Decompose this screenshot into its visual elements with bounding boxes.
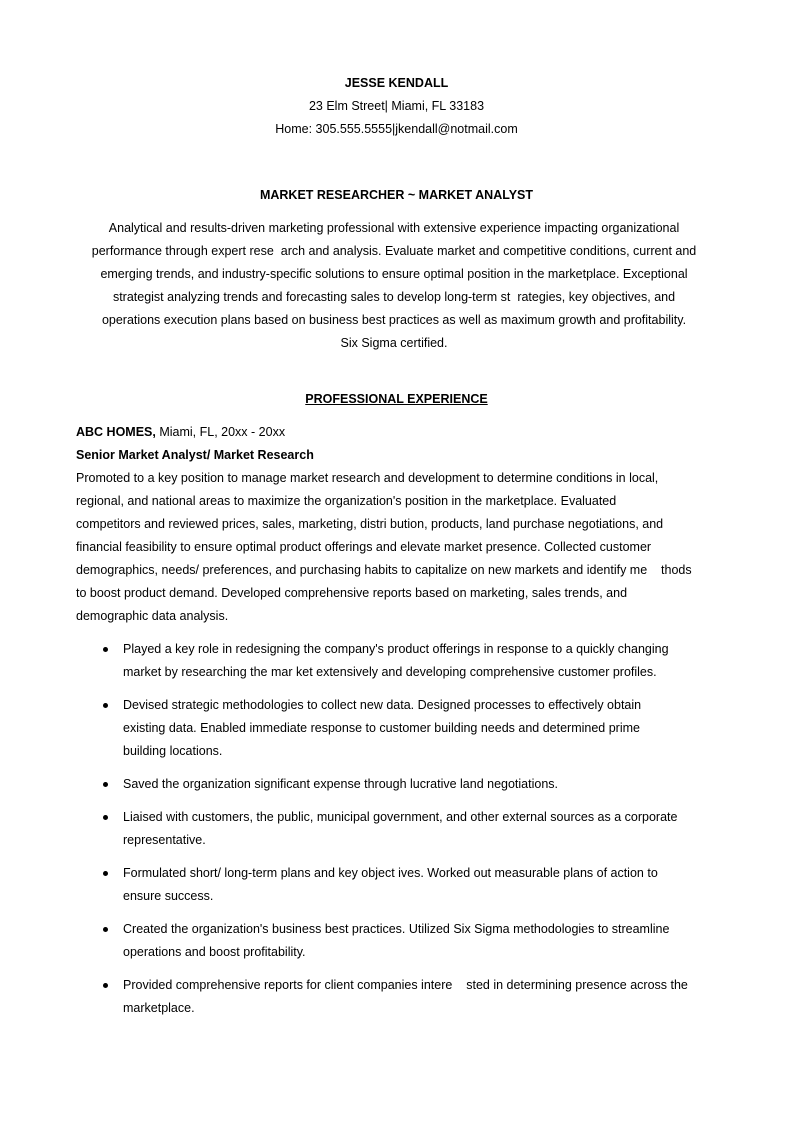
achievement-item bbox=[100, 865, 720, 911]
candidate-address: 23 Elm Street| Miami, FL 33183 bbox=[308, 99, 485, 113]
candidate-name: JESSE KENDALL bbox=[344, 76, 449, 90]
achievement-line: ensure success. bbox=[123, 889, 214, 903]
job-description bbox=[76, 470, 736, 631]
job-description-line: demographics, needs/ preferences, and purchasing habits to capitalize on new markets and identify me thods bbox=[76, 563, 692, 577]
achievement-line: Formulated short/ long-term plans and key object ives. Worked out measurable plans of action to bbox=[123, 866, 658, 880]
achievement-item bbox=[100, 921, 720, 967]
achievement-line: Created the organization's business best practices. Utilized Six Sigma methodologies to streamline bbox=[123, 922, 670, 936]
achievement-line: existing data. Enabled immediate response to customer building needs and determined prime bbox=[123, 721, 640, 735]
candidate-contact: Home: 305.555.5555|jkendall@notmail.com bbox=[275, 122, 518, 136]
job-header bbox=[76, 424, 285, 441]
company-name: ABC HOMES, bbox=[76, 425, 156, 439]
job-location-dates: Miami, FL, 20xx - 20xx bbox=[155, 425, 286, 439]
summary-line: emerging trends, and industry-specific solutions to ensure optimal position in the marketplace. Exceptional bbox=[100, 267, 688, 281]
summary-paragraph bbox=[70, 220, 718, 358]
achievement-line: representative. bbox=[123, 833, 206, 847]
resume-headline: MARKET RESEARCHER ~ MARKET ANALYST bbox=[259, 188, 534, 202]
summary-line: Six Sigma certified. bbox=[340, 336, 448, 350]
achievement-line: Saved the organization significant expense through lucrative land negotiations. bbox=[123, 777, 559, 791]
achievement-item bbox=[100, 776, 720, 799]
bullet-icon bbox=[103, 815, 108, 820]
achievement-line: Played a key role in redesigning the company's product offerings in response to a quickly changing bbox=[123, 642, 669, 656]
achievement-list bbox=[100, 641, 720, 1033]
achievement-line: building locations. bbox=[123, 744, 223, 758]
bullet-icon bbox=[103, 871, 108, 876]
achievement-line: marketplace. bbox=[123, 1001, 195, 1015]
achievement-item bbox=[100, 809, 720, 855]
job-description-line: regional, and national areas to maximize the organization's position in the marketplace. Evaluated bbox=[76, 494, 617, 508]
achievement-line: Provided comprehensive reports for client companies intere sted in determining presence across the bbox=[123, 978, 688, 992]
job-description-line: demographic data analysis. bbox=[76, 609, 229, 623]
achievement-item bbox=[100, 977, 720, 1023]
bullet-icon bbox=[103, 647, 108, 652]
achievement-line: market by researching the mar ket extensively and developing comprehensive customer profiles. bbox=[123, 665, 657, 679]
achievement-line: Devised strategic methodologies to collect new data. Designed processes to effectively obtain bbox=[123, 698, 642, 712]
job-description-line: competitors and reviewed prices, sales, marketing, distri bution, products, land purchase negotiations, and bbox=[76, 517, 664, 531]
bullet-icon bbox=[103, 703, 108, 708]
bullet-icon bbox=[103, 782, 108, 787]
bullet-icon bbox=[103, 983, 108, 988]
summary-line: performance through expert rese arch and analysis. Evaluate market and competitive conditions, current and bbox=[91, 244, 697, 258]
bullet-icon bbox=[103, 927, 108, 932]
summary-line: operations execution plans based on business best practices as well as maximum growth and profitability. bbox=[101, 313, 687, 327]
summary-line: strategist analyzing trends and forecasting sales to develop long-term st rategies, key objectives, and bbox=[112, 290, 676, 304]
achievement-item bbox=[100, 641, 720, 687]
job-description-line: to boost product demand. Developed comprehensive reports based on marketing, sales trends, and bbox=[76, 586, 628, 600]
achievement-line: Liaised with customers, the public, municipal government, and other external sources as a corporate bbox=[123, 810, 678, 824]
achievement-line: operations and boost profitability. bbox=[123, 945, 306, 959]
achievement-item bbox=[100, 697, 720, 766]
section-title-experience: PROFESSIONAL EXPERIENCE bbox=[305, 392, 488, 406]
job-title: Senior Market Analyst/ Market Research bbox=[76, 448, 314, 462]
job-description-line: financial feasibility to ensure optimal product offerings and elevate market presence. Collected customer bbox=[76, 540, 652, 554]
job-description-line: Promoted to a key position to manage market research and development to determine conditions in local, bbox=[76, 471, 659, 485]
summary-line: Analytical and results-driven marketing professional with extensive experience impacting organizational bbox=[108, 221, 680, 235]
